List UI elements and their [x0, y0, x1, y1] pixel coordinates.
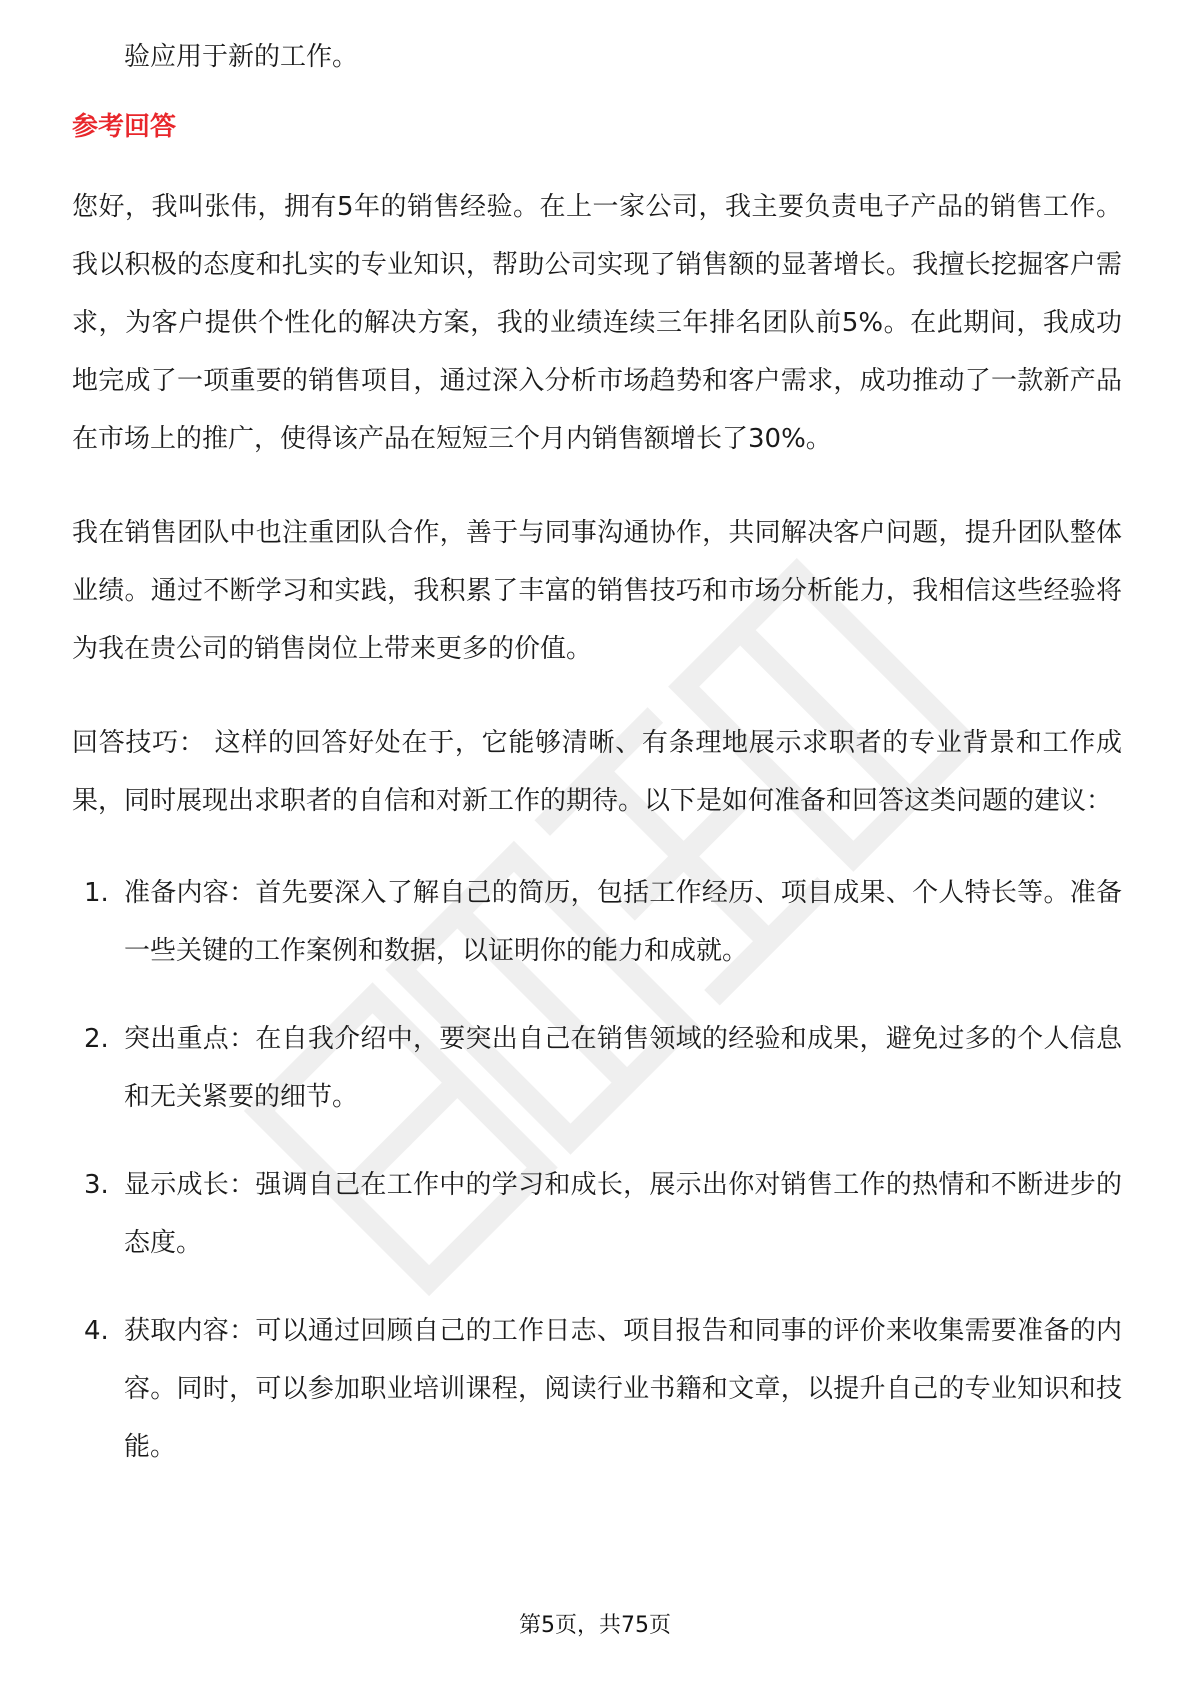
paragraph-self-intro: 您好，我叫张伟，拥有5年的销售经验。在上一家公司，我主要负责电子产品的销售工作。我以积极的态度和扎实的专业知识，帮助公司实现了销售额的显著增长。我擅长挖掘客户需求，为客户提供个性化的解决方案，我的业绩连续三年排名团队前5%。在此期间，我成功地完成了一项重要的销售项目，通过深入分析市场趋势和客户需求，成功推动了一款新产品在市场上的推广，使得该产品在短短三个月内销售额增长了30%。 [72, 192, 1122, 454]
list-item-text: 显示成长：强调自己在工作中的学习和成长，展示出你对销售工作的热情和不断进步的态度。 [124, 1170, 1122, 1258]
list-number: 2. [84, 1024, 109, 1054]
list-item [72, 1156, 1122, 1272]
list-item [72, 864, 1122, 980]
list-item-text: 获取内容：可以通过回顾自己的工作日志、项目报告和同事的评价来收集需要准备的内容。同时，可以参加职业培训课程，阅读行业书籍和文章，以提升自己的专业知识和技能。 [124, 1316, 1122, 1462]
list-number: 4. [84, 1316, 109, 1346]
list-item-text: 突出重点：在自我介绍中，要突出自己在销售领域的经验和成果，避免过多的个人信息和无关紧要的细节。 [124, 1024, 1122, 1112]
list-number: 1. [84, 878, 109, 908]
paragraph-answer-tips: 回答技巧： 这样的回答好处在于，它能够清晰、有条理地展示求职者的专业背景和工作成果，同时展现出求职者的自信和对新工作的期待。以下是如何准备和回答这类问题的建议： [72, 728, 1122, 816]
list-number: 3. [84, 1170, 109, 1200]
list-item-text: 准备内容：首先要深入了解自己的简历，包括工作经历、项目成果、个人特长等。准备一些关键的工作案例和数据，以证明你的能力和成就。 [124, 878, 1122, 966]
page-footer: 第5页，共75页 [519, 1613, 671, 1638]
advice-list [72, 864, 1122, 1476]
continuation-text: 验应用于新的工作。 [124, 42, 359, 72]
list-item [72, 1302, 1122, 1476]
content [72, 36, 1122, 1506]
list-item [72, 1010, 1122, 1126]
paragraph-teamwork: 我在销售团队中也注重团队合作，善于与同事沟通协作，共同解决客户问题，提升团队整体业绩。通过不断学习和实践，我积累了丰富的销售技巧和市场分析能力，我相信这些经验将为我在贵公司的销售岗位上带来更多的价值。 [72, 518, 1122, 664]
section-title: 参考回答 [72, 112, 177, 142]
